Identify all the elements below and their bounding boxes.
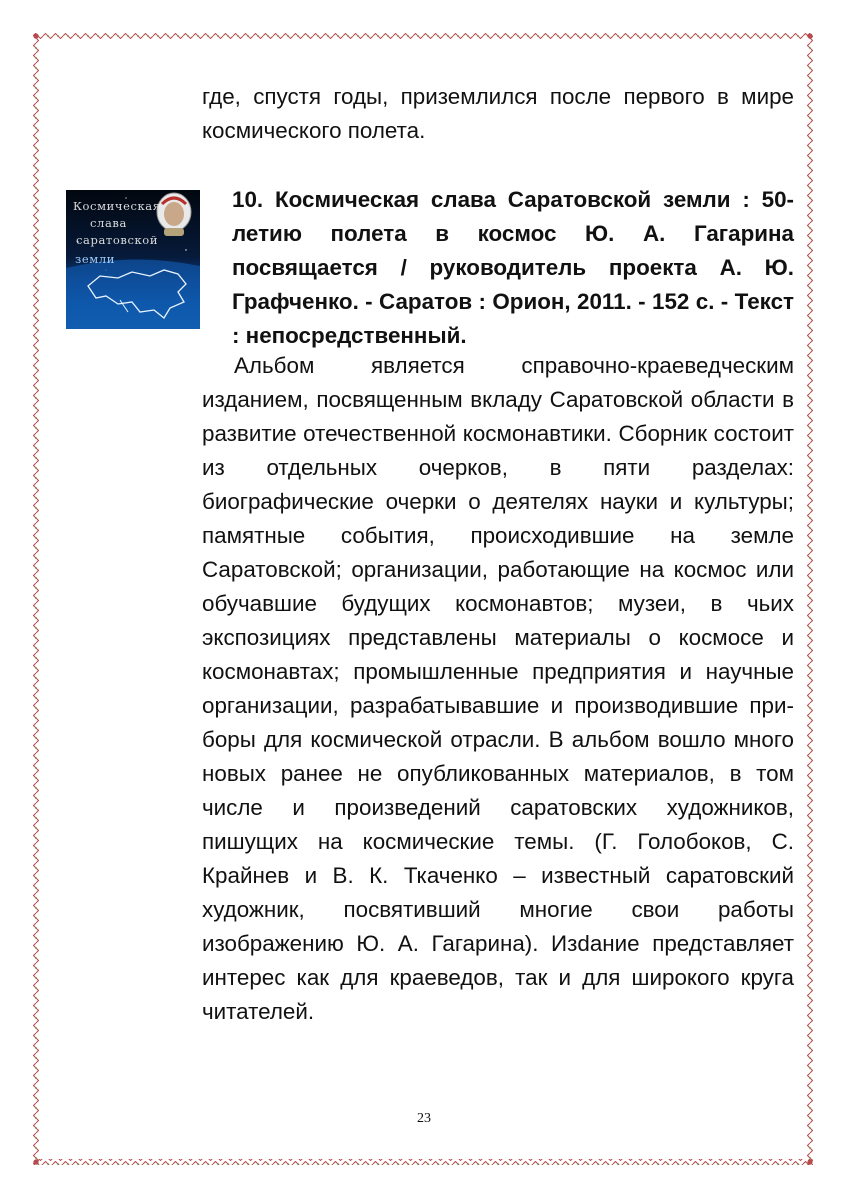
cover-title-line-3: саратовской bbox=[76, 233, 159, 247]
intro-paragraph: где, спустя годы, приземлился после первого в мире космического полета. bbox=[202, 84, 794, 143]
book-cover-image bbox=[66, 190, 200, 329]
bibliographic-entry-title: 10. Космическая слава Саратовской земли : 50-летию полета в космос Ю. А. Гагарина посвящается / руководитель проекта А. Ю. Графченко. - Саратов : Орион, 2011. - 152 с. - Текст : непосредственный. bbox=[232, 187, 794, 348]
cover-title-line-1: Космическая bbox=[73, 199, 161, 213]
page-number: 23 bbox=[417, 1111, 431, 1126]
entry-annotation: Альбом является справочно-краеведческим изданием, посвященным вкладу Саратовской области в развитие отечественной космонавтики. Сборник состоит из отдельных очерков, в пяти разделах: биографические очерки о деятелях науки и культуры; памятные события, происходившие на земле Саратовской; организации, работающие на космос или обучавшие будущих космонавтов; музеи, в чьих экспозициях представлены материалы о космосе и космонавтах; промышленные предприятия и научные организации, разрабатывавшие и производившие приборы для космической отрасли. В альбом вошло много новых ранее не опубликованных материалов, в том числе и произведений саратовских художников, пишущих на космические темы. (Г. Голобоков, С. Крайнев и В. К. Ткаченко – известный саратовский художник, посвятивший многие свои работы изображению Ю. А. Гагарина). Изdание представляет интерес как для краеведов, так и для широкого круга читателей. bbox=[202, 353, 794, 1024]
cover-title-line-2: слава bbox=[90, 216, 127, 230]
cover-title-line-4: земли bbox=[75, 252, 115, 266]
